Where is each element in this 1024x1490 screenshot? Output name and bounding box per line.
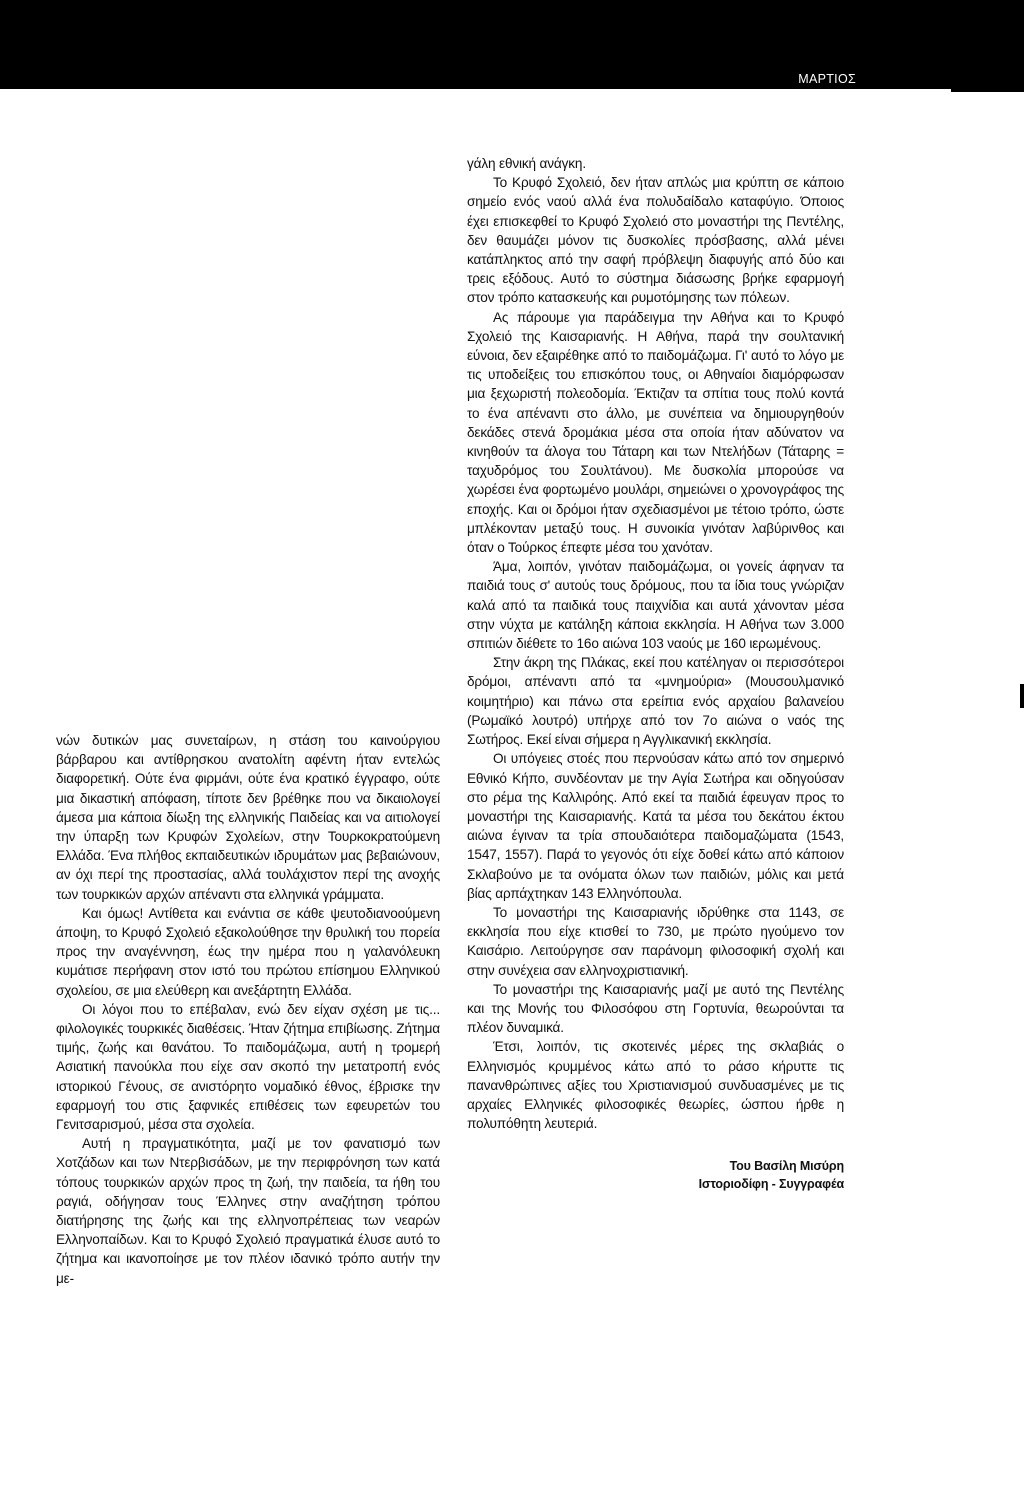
article-column-left xyxy=(56,731,440,1288)
section-label: ΜΑΡΤΙΟΣ xyxy=(798,72,856,86)
paragraph: Άμα, λοιπόν, γινόταν παιδομάζωμα, οι γονείς άφηναν τα παιδιά τους σ' αυτούς τους δρόμους, που τα ίδια τους γνώριζαν καλά από τα παιδικά τους παιχνίδια και αυτά χάνονταν μέσα στην νύχτα με κατάληξη κάποια εκκλησία. Η Αθήνα των 3.000 σπιτιών διέθετε το 16ο αιώνα 103 ναούς με 160 ιερωμένους. xyxy=(467,559,844,652)
paragraph: Οι λόγοι που το επέβαλαν, ενώ δεν είχαν σχέση με τις... φιλολογικές τουρκικές διαθέσεις. Ήταν ζήτημα επιβίωσης. Ζήτημα τιμής, ζωής και θανάτου. Το παιδομάζωμα, αυτή η τρομερή Ασιατική πανούκλα που είχε σαν σκοπό την μετατροπή ενός ιστορικού Γένους, σε ανιστόρητο νομαδικό έθνος, έβρισκε την εφαρμογή του στις ξαφνικές επιθέσεις των εφευρετών του Γενιτσαρισμού, μέσα στα σχολεία. xyxy=(56,1001,440,1133)
header-bar xyxy=(0,0,1024,92)
paragraph: Αυτή η πραγματικότητα, μαζί με τον φανατισμό των Χοτζάδων και των Ντερβισάδων, με την περιφρόνηση των κατά τόπους τουρκικών αρχών προς τη ζωή, την παιδεία, τα ήθη του ραγιά, οδήγησαν τους Έλληνες στην αναζήτηση τρόπου διατήρησης της ζωής και της ελληνοπρέπειας των νεαρών Ελληνοπαίδων. Και το Κρυφό Σχολειό πραγματικά έλυσε αυτό το ζήτημα και ικανοποίησε με τον πλέον ιδανικό τρόπο αυτήν την με- xyxy=(56,1136,440,1286)
paragraph: Οι υπόγειες στοές που περνούσαν κάτω από τον σημερινό Εθνικό Κήπο, συνδέονταν με την Αγία Σωτήρα και οδηγούσαν στο ρέμα της Καλλιρόης. Από εκεί τα παιδιά έφευγαν προς το μοναστήρι της Καισαριανής. Κατά τα μέσα του δεκάτου έκτου αιώνα έγιναν τα τρία σπουδαιότερα παιδομαζώματα (1543, 1547, 1557). Παρά το γεγονός ότι είχε δοθεί κάτω από κάποιον Σκλαβούνο με τα ονόματα όλων των παιδιών, μόλις και μετά βίας αρπάχτηκαν 143 Ελληνόπουλα. xyxy=(467,751,844,901)
paragraph: γάλη εθνική ανάγκη. xyxy=(467,156,586,171)
article-column-right xyxy=(467,154,844,1193)
paragraph: νών δυτικών μας συνεταίρων, η στάση του καινούργιου βάρβαρου και αντίθρησκου ανατολίτη αφέντη ήταν εντελώς διαφορετική. Ούτε ένα φιρμάνι, ούτε ένα κρατικό έγγραφο, ούτε μια δικαστική απόφαση, τίποτε δεν βρέθηκε που να δικαιολογεί άμεσα μια κάποια δίωξη της ελληνικής Παιδείας και να αιτιολογεί την ύπαρξη των Κρυφών Σχολείων, στην Τουρκοκρατούμενη Ελλάδα. Ένα πλήθος εκπαιδευτικών ιδρυμάτων μας βεβαιώνουν, αν όχι περί της προστασίας, αλλά τουλάχιστον περί της ανοχής των τουρκικών αρχών απέναντι στα ελληνικά γράμματα. xyxy=(56,733,440,902)
paragraph: Το Κρυφό Σχολειό, δεν ήταν απλώς μια κρύπτη σε κάποιο σημείο ενός ναού αλλά ένα πολυδαίδαλο καταφύγιο. Όποιος έχει επισκεφθεί το Κρυφό Σχολειό στο μοναστήρι της Πεντέλης, δεν θαυμάζει μόνον τις δυσκολίες πρόσβασης, αλλά μένει κατάπληκτος από την σαφή πρόβλεψη διαφυγής από δύο και τρεις εξόδους. Αυτό το σύστημα διάσωσης βρήκε εφαρμογή στον τρόπο κατασκευής και ρυμοτόμησης των πόλεων. xyxy=(467,175,844,306)
author-name: Του Βασίλη Μισύρη xyxy=(729,1159,844,1174)
paragraph: Και όμως! Αντίθετα και ενάντια σε κάθε ψευτοδιανοούμενη άποψη, το Κρυφό Σχολειό εξακολούθησε την θρυλική του πορεία προς την αναγέννηση, έως την ημέρα που η γαλανόλευκη κυμάτισε περήφανη στον ιστό του πρώτου επίσημου Ελληνικού σχολείου, σε μια ελεύθερη και ανεξάρτητη Ελλάδα. xyxy=(56,905,440,998)
author-role: Ιστοριοδίφη - Συγγραφέα xyxy=(698,1177,844,1192)
paragraph: Το μοναστήρι της Καισαριανής μαζί με αυτό της Πεντέλης και της Μονής του Φιλοσόφου στη Γορτυνία, θεωρούνται τα πλέον δυναμικά. xyxy=(467,981,844,1036)
paragraph: Το μοναστήρι της Καισαριανής ιδρύθηκε στα 1143, σε εκκλησία που είχε κτισθεί το 730, με πρώτο ηγούμενο τον Καισάριο. Λειτούργησε σαν παράνομη φιλοσοφική σχολή και στην συνέχεια σαν ελληνοχριστιανική. xyxy=(467,904,844,978)
paragraph: Έτσι, λοιπόν, τις σκοτεινές μέρες της σκλαβιάς ο Ελληνισμός κρυμμένος κάτω από το ράσο κήρυττε τις πανανθρώπινες αξίες του Χριστιανισμού συνδυασμένες με τις αρχαίες Ελληνικές φιλοσοφικές θεωρίες, ώσπου ήρθε η πολυπόθητη λευτεριά. xyxy=(467,1039,844,1132)
paragraph: Στην άκρη της Πλάκας, εκεί που κατέληγαν οι περισσότεροι δρόμοι, απέναντι από τα «μνημούρια» (Μουσουλμανικό κοιμητήριο) και πάνω στα ερείπια ενός αρχαίου βαλανείου (Ρωμαϊκό λουτρό) υπήρχε από τον 7ο αιώνα ο ναός της Σωτήρος. Εκεί είναι σήμερα η Αγγλικανική εκκλησία. xyxy=(467,655,844,748)
author-signature xyxy=(467,1157,844,1193)
margin-mark xyxy=(1020,684,1024,708)
article-page xyxy=(0,92,1024,1490)
paragraph: Ας πάρουμε για παράδειγμα την Αθήνα και το Κρυφό Σχολειό της Καισαριανής. Η Αθήνα, παρά την σουλτανική εύνοια, δεν εξαιρέθηκε από το παιδομάζωμα. Γι' αυτό το λόγο με τις υποδείξεις του επισκόπου τους, οι Αθηναίοι διαμόρφωσαν μια ξεχωριστή πολεοδομία. Έκτιζαν τα σπίτια τους πολύ κοντά το ένα απέναντι στο άλλο, με συνέπεια να δημιουργηθούν δεκάδες στενά δρομάκια μέσα στα οποία ήταν αδύνατον να κινηθούν τα άλογα του Τάταρη και των Ντελήδων (Τάταρης = ταχυδρόμος του Σουλτάνου). Με δυσκολία μπορούσε να χωρέσει ένα φορτωμένο μουλάρι, σημειώνει ο χρονογράφος της εποχής. Και οι δρόμοι ήταν σχεδιασμένοι με τέτοιο τρόπο, ώστε μπλέκονταν μεταξύ τους. Η συνοικία γινόταν λαβύρινθος και όταν ο Τούρκος έπεφτε μέσα του χανόταν. xyxy=(467,309,844,556)
